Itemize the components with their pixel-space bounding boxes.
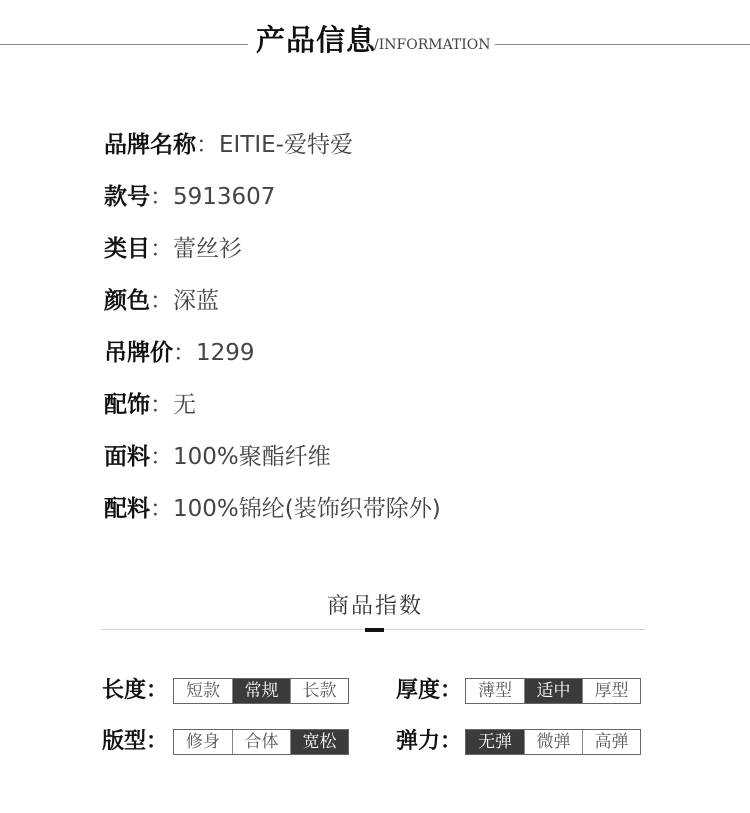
metric-options: [173, 678, 349, 704]
info-row-trim: [104, 494, 441, 546]
info-value: 蕾丝衫: [173, 236, 242, 262]
info-value: 1299: [196, 340, 255, 366]
info-separator: ：: [150, 444, 173, 470]
info-row-accessories: [104, 390, 441, 442]
info-value: 无: [173, 392, 196, 418]
info-key: 配料: [104, 496, 150, 522]
option-loose-selected: 宽松: [290, 730, 348, 754]
info-row-tag-price: [104, 338, 441, 390]
option-medium-selected: 适中: [524, 679, 582, 703]
header-rule-right: [495, 44, 750, 45]
info-key: 吊牌价: [104, 340, 173, 366]
info-separator: ：: [150, 236, 173, 262]
info-row-fabric: [104, 442, 441, 494]
info-separator: ：: [150, 496, 173, 522]
info-row-color: [104, 286, 441, 338]
info-value: 100%锦纶(装饰织带除外): [173, 496, 441, 522]
info-value: 深蓝: [173, 288, 219, 314]
metric-options: [465, 678, 641, 704]
info-value: 100%聚酯纤维: [173, 444, 331, 470]
info-row-style-number: [104, 182, 441, 234]
option-long: 长款: [290, 679, 348, 703]
metric-options: [465, 729, 641, 755]
metric-label: 版型：: [102, 729, 169, 754]
option-slight-stretch: 微弹: [524, 730, 582, 754]
info-key: 颜色: [104, 288, 150, 314]
info-separator: ：: [150, 184, 173, 210]
option-slim: 修身: [186, 732, 220, 752]
section-title: 产品信息: [256, 23, 377, 57]
info-value: 5913607: [173, 184, 276, 210]
info-separator: ：: [173, 340, 196, 366]
option-fitted: 合体: [232, 730, 290, 754]
option-thin: 薄型: [478, 681, 512, 701]
header-rule-left: [0, 44, 248, 45]
info-row-category: [104, 234, 441, 286]
metric-options: [173, 729, 349, 755]
metric-label: 厚度：: [396, 678, 463, 703]
info-key: 品牌名称: [104, 132, 196, 158]
option-high-stretch: 高弹: [582, 730, 640, 754]
metric-label: 弹力：: [396, 729, 463, 754]
info-key: 款号: [104, 184, 150, 210]
info-key: 类目: [104, 236, 150, 262]
option-regular-selected: 常规: [232, 679, 290, 703]
option-short: 短款: [186, 681, 220, 701]
info-value: EITIE-爱特爱: [219, 132, 353, 158]
option-no-stretch-selected: 无弹: [466, 730, 524, 754]
index-title: 商品指数: [326, 594, 423, 619]
info-separator: ：: [196, 132, 219, 158]
info-separator: ：: [150, 392, 173, 418]
index-divider-accent: [365, 628, 384, 632]
option-thick: 厚型: [582, 679, 640, 703]
info-row-brand: [104, 130, 441, 182]
section-subtitle: /INFORMATION: [374, 37, 491, 53]
info-key: 面料: [104, 444, 150, 470]
info-separator: ：: [150, 288, 173, 314]
product-info-list: [104, 130, 441, 546]
info-key: 配饰: [104, 392, 150, 418]
metric-label: 长度：: [102, 678, 169, 703]
